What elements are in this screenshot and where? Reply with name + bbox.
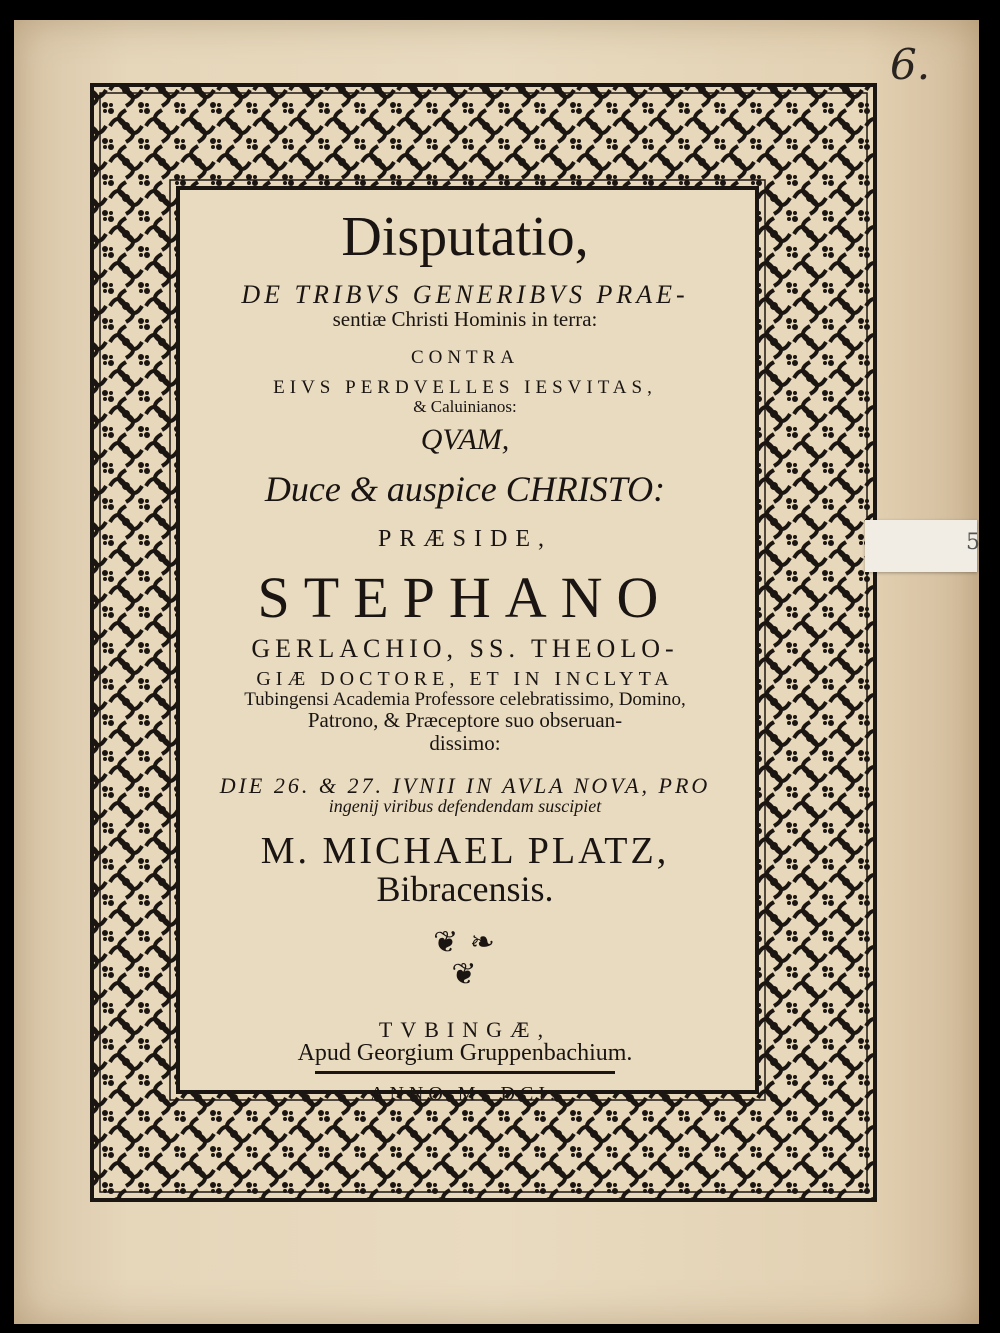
imprint-year: ANNO M. DCI. bbox=[370, 1082, 560, 1105]
title: Disputatio, bbox=[341, 206, 589, 268]
president-name: STEPHANO bbox=[257, 565, 673, 631]
president-line-2: GERLACHIO, SS. THEOLO- bbox=[251, 634, 679, 664]
title-page-text bbox=[185, 190, 745, 1105]
date-line-1: DIE 26. & 27. IVNII IN AVLA NOVA, PRO bbox=[219, 772, 711, 798]
president-line-3: GIÆ DOCTORE, ET IN INCLYTA bbox=[256, 667, 674, 690]
paper-tab bbox=[865, 520, 977, 572]
president-line-6: dissimo: bbox=[429, 730, 501, 755]
divider-rule bbox=[315, 1071, 615, 1074]
contra: CONTRA bbox=[410, 347, 520, 369]
fleuron-ornament-bottom: ❦ bbox=[451, 957, 479, 991]
quam: QVAM, bbox=[420, 422, 510, 456]
opponents-line-1: EIVS PERDVELLES IESVITAS, bbox=[273, 377, 657, 399]
subtitle-line-2: sentiæ Christi Hominis in terra: bbox=[332, 307, 598, 332]
opponents-line-2: & Caluinianos: bbox=[413, 397, 517, 417]
president-line-5: Patrono, & Præceptore suo obseruan- bbox=[307, 708, 623, 733]
praeside: PRÆSIDE, bbox=[377, 526, 553, 553]
respondent-origin: Bibracensis. bbox=[376, 869, 554, 910]
publisher: Apud Georgium Gruppenbachium. bbox=[297, 1040, 633, 1067]
president-line-4: Tubingensi Academia Professore celebratissimo, Domino, bbox=[244, 688, 686, 710]
duce-line: Duce & auspice CHRISTO: bbox=[264, 469, 666, 510]
subtitle-line-1: DE TRIBVS GENERIBVS PRAE- bbox=[241, 279, 689, 309]
date-line-2: ingenij viribus defendendam suscipiet bbox=[328, 795, 602, 816]
folio-number: 6. bbox=[890, 40, 931, 89]
fleuron-ornament-top: ❦ ❧ bbox=[433, 926, 497, 960]
respondent-name: M. MICHAEL PLATZ, bbox=[260, 829, 670, 872]
tab-fragment: 5 bbox=[966, 530, 980, 555]
imprint-place: TVBINGÆ, bbox=[378, 1017, 552, 1043]
